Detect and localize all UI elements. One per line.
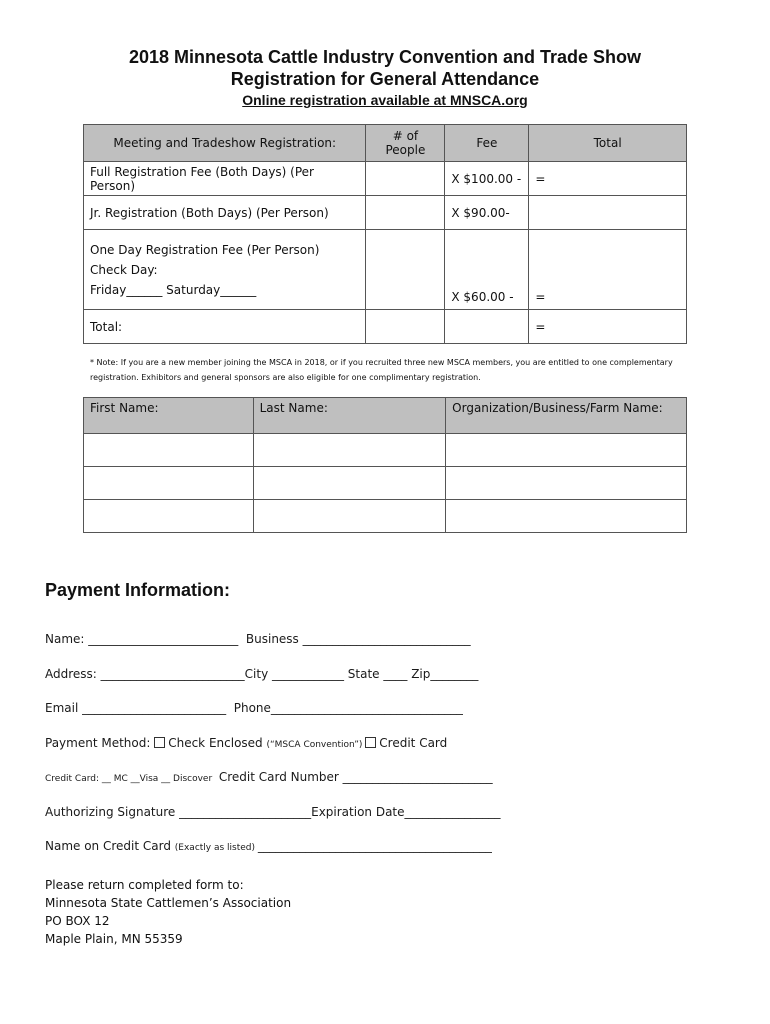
fee-value: X $60.00 - <box>445 230 529 310</box>
header-first-name: First Name: <box>84 398 254 434</box>
payment-method-line <box>45 736 725 771</box>
header-total: Total <box>529 125 687 162</box>
names-table-header <box>84 398 687 434</box>
total-field[interactable]: = <box>529 162 687 196</box>
organization-field[interactable] <box>446 467 687 500</box>
people-field[interactable] <box>366 196 445 230</box>
last-name-field[interactable] <box>253 467 446 500</box>
address-line[interactable]: Address: ________________________City ____________ State ____ Zip________ <box>45 666 479 681</box>
check-enclosed-note: (“MSCA Convention”) <box>266 739 366 750</box>
payment-method-label: Payment Method: <box>45 735 155 750</box>
document-title-line2: Registration for General Attendance <box>230 69 540 89</box>
header-fee: Fee <box>445 125 529 162</box>
row-label: Jr. Registration (Both Days) (Per Person) <box>84 196 366 230</box>
payment-form <box>45 632 725 874</box>
registration-table-header <box>84 125 687 162</box>
total-field[interactable]: = <box>529 310 687 344</box>
people-field[interactable] <box>366 310 445 344</box>
credit-card-line <box>45 770 725 805</box>
registration-table <box>83 124 687 344</box>
card-number-field[interactable]: Credit Card Number _________________________ <box>215 770 493 784</box>
row-label-line[interactable]: Friday______ Saturday______ <box>90 282 257 297</box>
document-header <box>0 46 770 109</box>
signature-expiration-line[interactable]: Authorizing Signature ______________________Expiration Date________________ <box>45 804 501 819</box>
row-label-line: Check Day: <box>90 262 158 277</box>
email-phone-line[interactable]: Email ________________________ Phone________________________________ <box>45 701 463 715</box>
fee-value: X $90.00- <box>445 196 529 230</box>
row-label: Full Registration Fee (Both Days) (Per Person) <box>84 162 366 196</box>
city-state-zip: Maple Plain, MN 55359 <box>45 932 183 946</box>
table-row <box>84 467 687 500</box>
table-row <box>84 162 687 196</box>
first-name-field[interactable] <box>84 467 254 500</box>
attendee-names-table <box>83 397 687 533</box>
fee-value <box>445 310 529 344</box>
name-on-card-note: (Exactly as listed) <box>174 843 258 853</box>
check-enclosed-label: Check Enclosed <box>168 735 267 750</box>
membership-note: * Note: If you are a new member joining the MSCA in 2018, or if you recruited three new MSCA members, you are entitled to one complementary registration. Exhibitors and general sponsors are also eligible for one complimentary registration. <box>90 358 673 382</box>
row-label-line: One Day Registration Fee (Per Person) <box>90 242 320 257</box>
first-name-field[interactable] <box>84 500 254 533</box>
name-business-line[interactable]: Name: _________________________ Business ____________________________ <box>45 632 471 646</box>
table-row <box>84 500 687 533</box>
document-title-line1: 2018 Minnesota Cattle Industry Convention and Trade Show <box>128 47 642 67</box>
organization-name: Minnesota State Cattlemen’s Association <box>45 896 292 910</box>
return-instruction: Please return completed form to: <box>45 878 244 892</box>
table-row <box>84 434 687 467</box>
total-field[interactable]: = <box>529 230 687 310</box>
check-enclosed-checkbox[interactable] <box>154 737 165 748</box>
name-on-card-label: Name on Credit Card <box>45 839 175 853</box>
po-box: PO BOX 12 <box>45 914 110 928</box>
online-registration-link[interactable]: Online registration available at MNSCA.org <box>242 92 528 108</box>
organization-field[interactable] <box>446 500 687 533</box>
table-row <box>84 230 687 310</box>
total-field[interactable] <box>529 196 687 230</box>
people-field[interactable] <box>366 230 445 310</box>
header-meeting-registration: Meeting and Tradeshow Registration: <box>84 125 366 162</box>
credit-card-label: Credit Card <box>379 735 448 750</box>
header-num-people: # of People <box>366 125 445 162</box>
name-on-card-field[interactable]: _______________________________________ <box>257 839 492 853</box>
row-label: Total: <box>84 310 366 344</box>
payment-section-title: Payment Information: <box>45 580 231 600</box>
table-row <box>84 310 687 344</box>
credit-card-checkbox[interactable] <box>365 737 376 748</box>
fee-value: X $100.00 - <box>445 162 529 196</box>
table-row <box>84 196 687 230</box>
last-name-field[interactable] <box>253 434 446 467</box>
return-address <box>45 876 291 948</box>
header-last-name: Last Name: <box>253 398 446 434</box>
first-name-field[interactable] <box>84 434 254 467</box>
last-name-field[interactable] <box>253 500 446 533</box>
header-organization: Organization/Business/Farm Name: <box>446 398 687 434</box>
organization-field[interactable] <box>446 434 687 467</box>
people-field[interactable] <box>366 162 445 196</box>
row-label-multiline <box>84 230 366 310</box>
card-type-options[interactable]: Credit Card: __ MC __Visa __ Discover <box>45 774 216 784</box>
name-on-card-line <box>45 839 725 874</box>
